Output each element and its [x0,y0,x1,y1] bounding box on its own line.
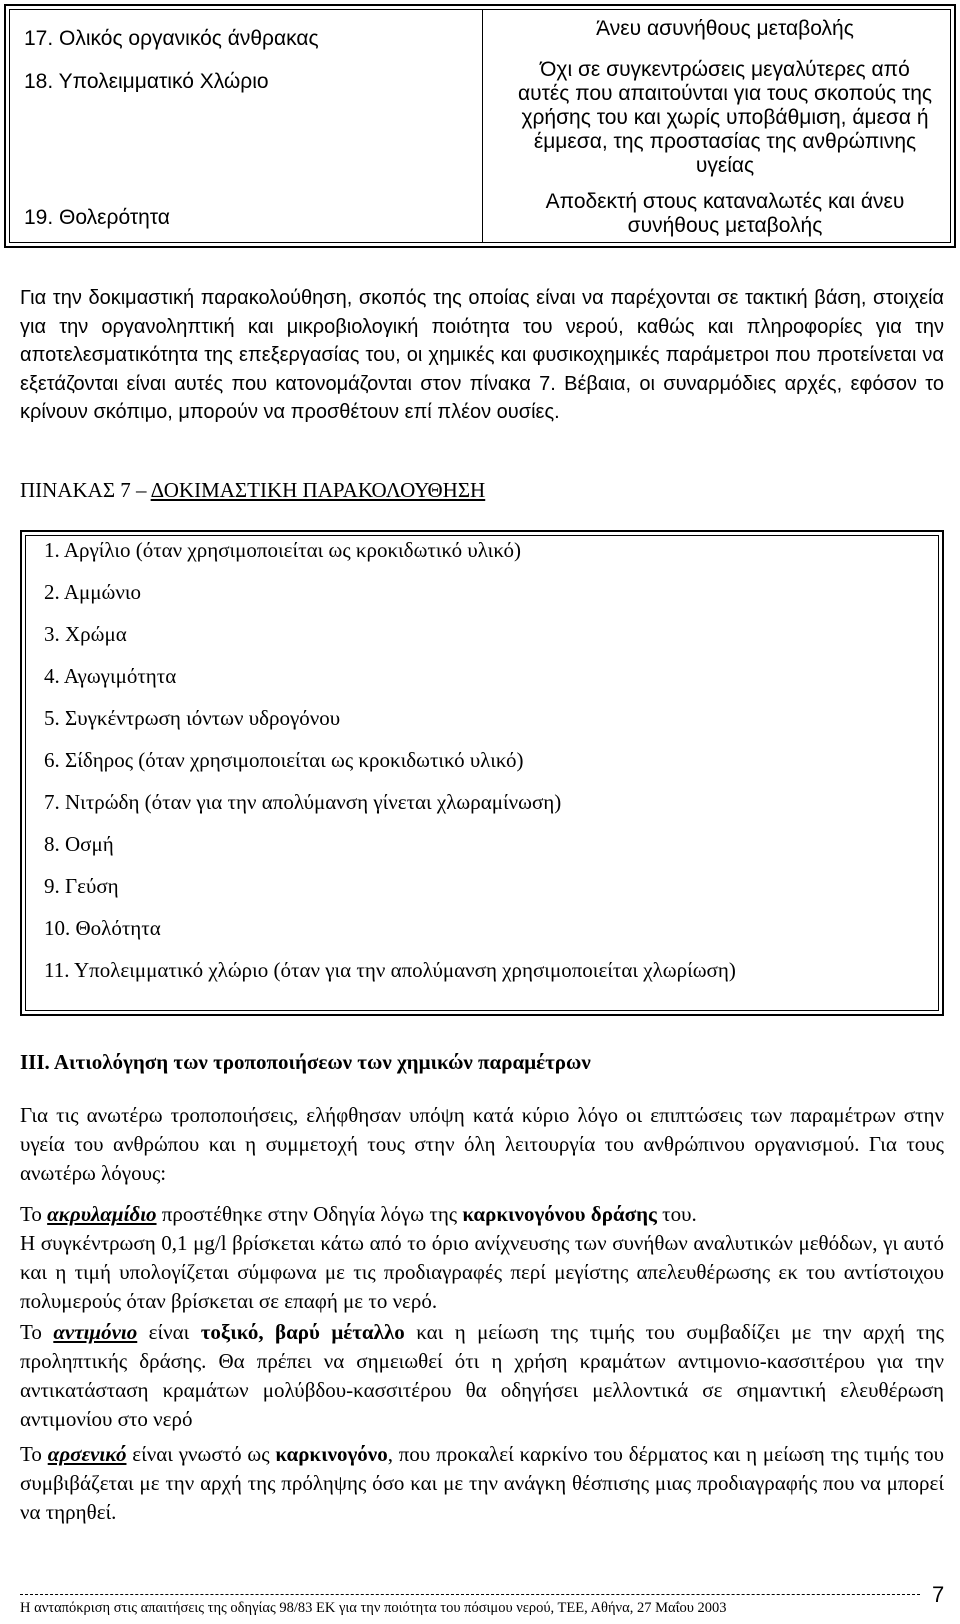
param-value-17: Άνευ ασυνήθους μεταβολής [596,17,854,40]
arsenic-paragraph [20,1440,944,1527]
parameters-table [4,4,956,248]
table7-title [20,478,485,503]
arsenic-pre: Το [20,1442,48,1466]
section-title: Αιτιολόγηση των τροποποιήσεων των χημικών παραμέτρων [53,1050,591,1074]
param-value-18-line: χρήσης του και χωρίς υποβάθμιση, άμεσα ή [521,106,929,129]
acrylamide-detail: Η συγκέντρωση 0,1 μg/l βρίσκεται κάτω από το όριο ανίχνευσης των συνήθων αναλυτικών μεθόδων, γι αυτό και η τιμή υπολογίζεται σύμφωνα με τις προδιαγραφές περί μεγίστης απελευθέρωσης εκ του αντίστοιχου πολυμερούς όταν βρίσκεται σε επαφή με το νερό. [20,1231,944,1313]
list-item: 8. Οσμή [44,832,114,856]
antimony-paragraph [20,1318,944,1434]
monitoring-intro-text-2: Βέβαια, οι συναρμόδιες αρχές, εφόσον το κρίνουν σκόπιμο, μπορούν να προσθέτουν επί πλέον ουσίες. [20,372,945,423]
table7-box-inner [25,535,939,1011]
acrylamide-bold: καρκινογόνου δράσης [462,1202,657,1226]
parameters-table-inner [9,9,951,243]
param-value-18-line: αυτές που απαιτούνται για τους σκοπούς της [517,82,933,105]
section-number: ΙΙΙ. [20,1050,50,1074]
monitoring-intro-text: Για την δοκιμαστική παρακολούθηση, σκοπός της οποίας είναι να παρέχονται σε τακτική βάση, στοιχεία για την οργανοληπτική και μικροβιολογική ποιότητα του νερού, καθώς και πληροφορίες για την αποτελεσματικότητα της επεξεργασίας του, οι χημικές και φυσικοχημικές παράμετροι που προτείνεται να εξετάζονται είναι αυτές που κατονομάζονται στον πίνακα 7. [20,287,944,395]
page-number: 7 [932,1582,945,1607]
section-heading [20,1050,591,1075]
param-label-17: 17. Ολικός οργανικός άνθρακας [24,27,319,50]
param-label-18: 18. Υπολειμματικό Χλώριο [24,70,269,93]
monitoring-intro-paragraph [20,284,944,427]
list-item: 1. Αργίλιο (όταν χρησιμοποιείται ως κροκιδωτικό υλικό) [44,538,521,562]
list-item: 2. Αμμώνιο [44,580,141,604]
antimony-mid: είναι [137,1320,201,1344]
list-item: 7. Νιτρώδη (όταν για την απολύμανση γίνεται χλωραμίνωση) [44,790,562,814]
acrylamide-paragraph [20,1200,944,1229]
param-value-18-line: Όχι σε συγκεντρώσεις μεγαλύτερες από [540,58,910,81]
antimony-pre: Το [20,1320,54,1344]
param-value-19 [490,190,960,238]
acrylamide-post: του. [656,1202,697,1226]
list-item: 11. Υπολειμματικό χλώριο (όταν για την απολύμανση χρησιμοποιείται χλωρίωση) [44,958,736,982]
list-item: 10. Θολότητα [44,916,161,940]
param-value-19-line: Αποδεκτή στους καταναλωτές και άνευ [545,190,905,213]
antimony-bold: τοξικό, βαρύ μέταλλο [200,1320,405,1344]
param-label-19: 19. Θολερότητα [24,206,170,229]
footer-text: Η ανταπόκριση στις απαιτήσεις της οδηγίας 98/83 ΕΚ για την ποιότητα του πόσιμου νερού, ΤΕΕ, Αθήνα, 27 Μαΐου 2003 [20,1600,727,1616]
list-item: 3. Χρώμα [44,622,127,646]
arsenic-post: , που προκαλεί καρκίνο του δέρματος και η μείωση της τιμής του συμβιβάζεται με την αρχή της πρόληψης όσο και με την ανάγκη θέσπισης μιας προδιαγραφής που να μπορεί να τηρηθεί. [20,1442,944,1524]
list-item: 4. Αγωγιμότητα [44,664,177,688]
acrylamide-pre: Το [20,1202,48,1226]
antimony-name: αντιμόνιο [53,1320,138,1344]
antimony-post: και η μείωση της τιμής του συμβαδίζει με την αρχή της προληπτικής δράσης. Θα πρέπει να σημειωθεί ότι η χρήση κραμάτων αντιμονιο-κασσιτέρου για την αντικατάσταση κραμάτων μολύβδου-κασσιτέρου θα οδηγήσει μελλοντικά σε σημαντική ελευθέρωση αντιμονίου στο νερό [20,1320,944,1431]
list-item: 9. Γεύση [44,874,119,898]
arsenic-mid: είναι γνωστό ως [126,1442,276,1466]
table7-box [20,530,944,1016]
arsenic-bold: καρκινογόνο [275,1442,388,1466]
param-value-18-line: υγείας [695,154,755,177]
acrylamide-name: ακρυλαμίδιο [47,1202,157,1226]
footer-divider [20,1594,920,1595]
arsenic-name: αρσενικό [47,1442,127,1466]
table7-title-prefix: ΠΙΝΑΚΑΣ 7 – [20,478,151,502]
list-item: 5. Συγκέντρωση ιόντων υδρογόνου [44,706,341,730]
acrylamide-mid: προστέθηκε στην Οδηγία λόγω της [156,1202,463,1226]
table7-title-main: ΔΟΚΙΜΑΣΤΙΚΗ ΠΑΡΑΚΟΛΟΥΘΗΣΗ [150,478,486,502]
param-value-18-line: έμμεσα, της προστασίας της ανθρώπινης [533,130,917,153]
justification-intro: Για τις ανωτέρω τροποποιήσεις, ελήφθησαν υπόψη κατά κύριο λόγο οι επιπτώσεις των παραμέτρων στην υγεία του ανθρώπου και η συμμετοχή τους στην όλη λειτουργία του ανθρώπινου οργανισμού. Για τους ανωτέρω λόγους: [20,1103,944,1185]
param-value-19-line: συνήθους μεταβολής [627,214,823,237]
table-divider [482,10,483,242]
list-item: 6. Σίδηρος (όταν χρησιμοποιείται ως κροκιδωτικό υλικό) [44,748,524,772]
param-value-18 [490,58,960,178]
